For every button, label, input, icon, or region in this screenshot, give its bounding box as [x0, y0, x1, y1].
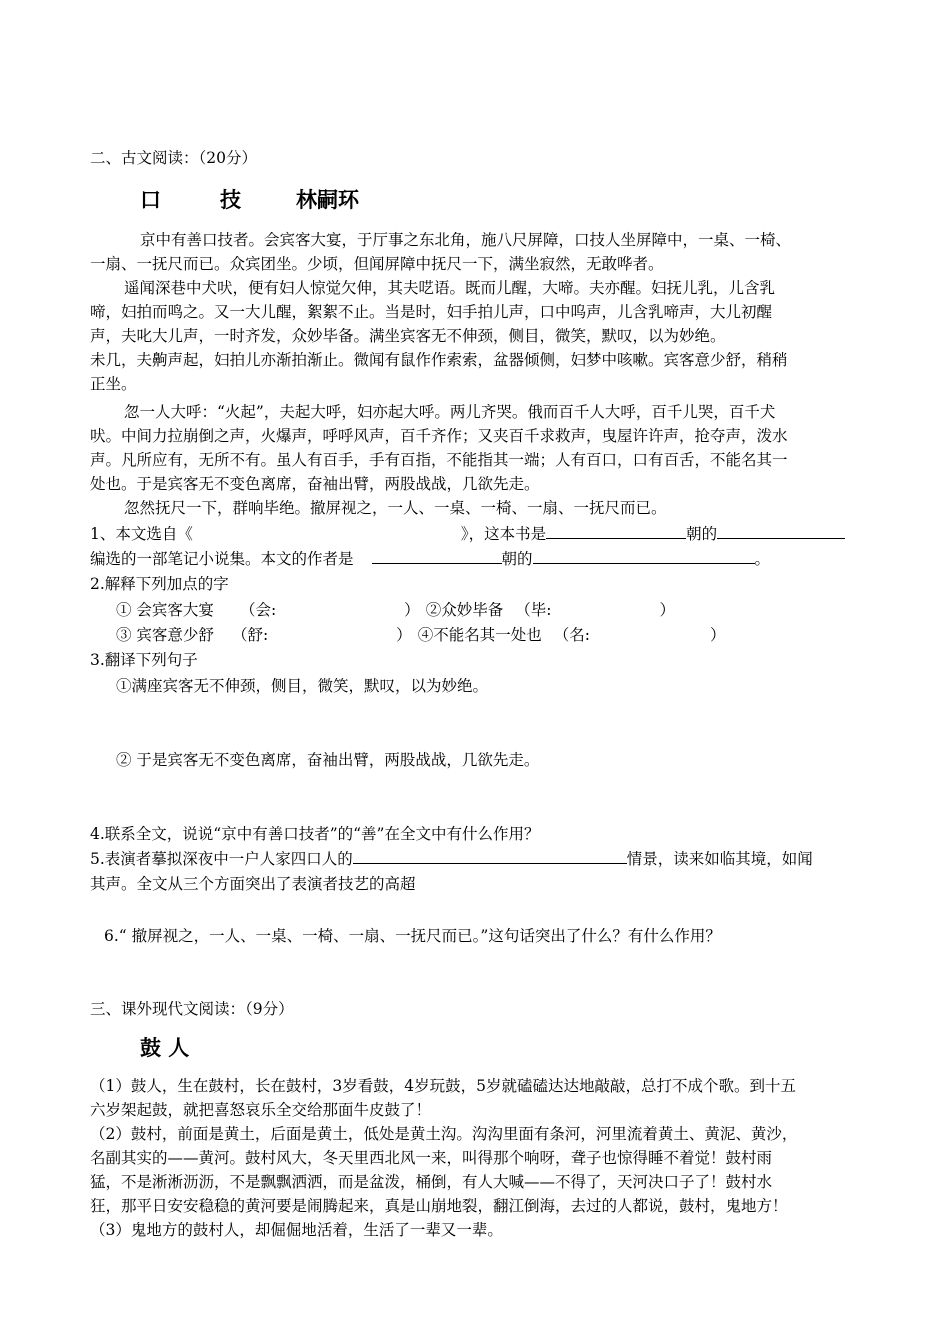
q2-paren-open: （毕: — [515, 601, 552, 619]
passage-line: 正坐。 — [90, 375, 137, 393]
passage-line: 声。凡所应有，无所不有。虽人有百手，手有百指，不能指其一端；人有百口，口有百舌，不能名其一 — [90, 451, 788, 469]
passage-line: 处也。于是宾客无不变色离席，奋袖出臂，两股战战，几欲先走。 — [90, 475, 540, 493]
q2-paren-open: （舒: — [231, 626, 269, 644]
question-2-row-2 — [116, 623, 725, 647]
q5-text-a: 5.表演者摹拟深夜中一户人家四口人的 — [90, 850, 353, 868]
q2-item: ③ 宾客意少舒 — [116, 626, 214, 644]
q2-paren-close: ） — [404, 601, 420, 619]
section3-heading: 三、课外现代文阅读：（9分） — [90, 1000, 294, 1018]
modern-passage-title: 鼓 人 — [140, 1035, 190, 1060]
question-1-line-1 — [90, 522, 845, 546]
section2-heading: 二、古文阅读：（20分） — [90, 149, 257, 167]
q1-text-b: 》，这本书是 — [460, 525, 547, 543]
q2-item: ④不能名其一处也 — [417, 626, 542, 644]
question-2-row-1 — [116, 598, 675, 622]
question-5-line-2: 其声。全文从三个方面突出了表演者技艺的高超 — [90, 875, 416, 893]
q1-text-e: 朝的 — [501, 550, 533, 568]
question-3-heading: 3.翻译下列句子 — [90, 651, 198, 669]
answer-blank[interactable] — [717, 522, 845, 539]
q5-text-b: 情景，读来如临其境，如闻 — [626, 850, 813, 868]
q2-paren-close: ） — [396, 626, 412, 644]
passage-line: 京中有善口技者。会宾客大宴，于厅事之东北角，施八尺屏障，口技人坐屏障中，一桌、一椅、 — [140, 231, 792, 249]
q1-text-f: 。 — [754, 550, 771, 568]
passage-line: 未几，夫齁声起，妇拍儿亦渐拍渐止。微闻有鼠作作索索，盆器倾侧，妇梦中咳嗽。宾客意少舒，稍稍 — [90, 351, 788, 369]
passage-line: 遥闻深巷中犬吠，便有妇人惊觉欠伸，其夫呓语。既而儿醒，大啼。夫亦醒。妇抚儿乳，儿含乳 — [124, 279, 776, 297]
passage-line: 忽一人大呼：“火起”，夫起大呼，妇亦起大呼。两儿齐哭。俄而百千人大呼，百千儿哭，百千犬 — [124, 403, 776, 421]
question-2-heading: 2.解释下列加点的字 — [90, 575, 229, 593]
question-1-line-2 — [90, 547, 770, 571]
answer-blank[interactable] — [533, 547, 755, 564]
question-5-line-1 — [90, 847, 813, 871]
passage-line: 声，夫叱大儿声，一时齐发，众妙毕备。满坐宾客无不伸颈，侧目，微笑，默叹，以为妙绝。 — [90, 327, 726, 345]
passage-line: 忽然抚尺一下，群响毕绝。撤屏视之，一人、一桌、一椅、一扇、一抚尺而已。 — [124, 499, 667, 517]
modern-passage-line: 猛，不是淅淅沥沥，不是飘飘洒洒，而是盆泼，桶倒，有人大喊——不得了，天河决口子了！鼓村水 — [90, 1173, 773, 1191]
passage-title-1: 口 — [140, 187, 161, 212]
modern-passage-line: 六岁架起鼓，就把喜怒哀乐全交给那面牛皮鼓了！ — [90, 1101, 432, 1119]
passage-title-2: 技 — [220, 187, 241, 212]
modern-passage-line: （2）鼓村，前面是黄土，后面是黄土，低处是黄土沟。沟沟里面有条河，河里流着黄土、黄泥、黄沙， — [90, 1125, 798, 1143]
q2-paren-close: ） — [709, 626, 726, 644]
q2-paren-close: ） — [659, 601, 675, 619]
q2-item: ②众妙毕备 — [425, 601, 504, 619]
answer-blank[interactable] — [353, 847, 627, 864]
question-3-sentence-2: ② 于是宾客无不变色离席，奋袖出臂，两股战战，几欲先走。 — [116, 751, 540, 769]
answer-blank[interactable] — [372, 547, 502, 564]
q2-paren-open: （名: — [553, 626, 590, 644]
q1-text-a: 1、本文选自《 — [90, 525, 193, 543]
q1-text-d: 编选的一部笔记小说集。本文的作者是 — [90, 550, 354, 568]
q2-paren-open: （会: — [239, 601, 277, 619]
passage-author: 林嗣环 — [296, 187, 359, 212]
question-3-sentence-1: ①满座宾客无不伸颈，侧目，微笑，默叹，以为妙绝。 — [116, 677, 489, 695]
modern-passage-line: 狂，那平日安安稳稳的黄河要是闹腾起来，真是山崩地裂，翻江倒海，去过的人都说，鼓村，鬼地方！ — [90, 1197, 788, 1215]
modern-passage-line: （1）鼓人，生在鼓村，长在鼓村，3岁看鼓，4岁玩鼓，5岁就磕磕达达地敲敲，总打不成个歌。到十五 — [90, 1077, 796, 1095]
answer-blank[interactable] — [546, 522, 686, 539]
question-4: 4.联系全文，说说“京中有善口技者”的“善”在全文中有什么作用？ — [90, 825, 540, 843]
passage-line: 一扇、一抚尺而已。众宾团坐。少顷，但闻屏障中抚尺一下，满坐寂然，无敢哗者。 — [90, 255, 664, 273]
modern-passage-line: 名副其实的——黄河。鼓村风大，冬天里西北风一来，叫得那个响呀，聋子也惊得睡不着觉！鼓村雨 — [90, 1149, 773, 1167]
q1-text-c: 朝的 — [686, 525, 718, 543]
question-6: 6.“ 撤屏视之，一人、一桌、一椅、一扇、一抚尺而已。”这句话突出了什么？有什么作用？ — [104, 927, 721, 945]
q2-item: ① 会宾客大宴 — [116, 601, 214, 619]
modern-passage-line: （3）鬼地方的鼓村人，却倔倔地活着，生活了一辈又一辈。 — [90, 1221, 503, 1239]
passage-line: 啼，妇拍而鸣之。又一大儿醒，絮絮不止。当是时，妇手拍儿声，口中呜声，儿含乳啼声，大儿初醒 — [90, 303, 773, 321]
passage-line: 吠。中间力拉崩倒之声，火爆声，呼呼风声，百千齐作；又夹百千求救声，曳屋许许声，抢夺声，泼水 — [90, 427, 788, 445]
